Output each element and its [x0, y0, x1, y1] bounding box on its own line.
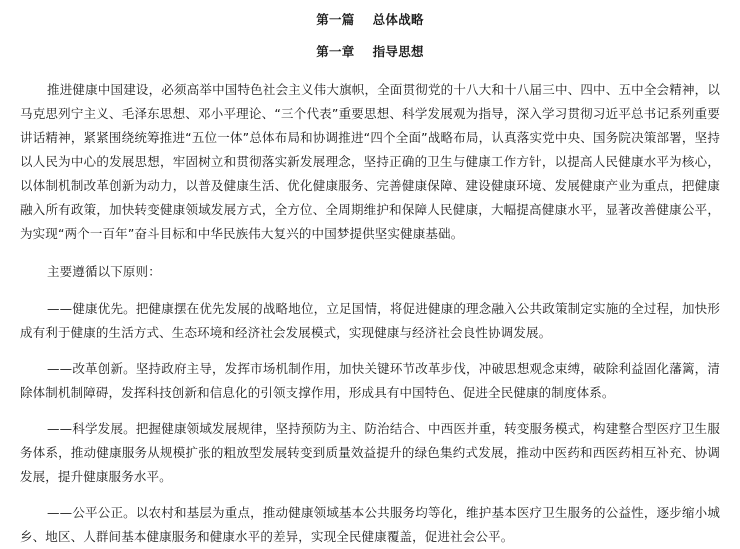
principle-reform-innovation: ——改革创新。坚持政府主导，发挥市场机制作用，加快关键环节改革步伐，冲破思想观念束缚，破除利益固化藩篱，清除体制机制障碍，发挥科技创新和信息化的引领支撑作用，形成具有中国特色、促进全民健康的制度体系。 — [20, 361, 720, 400]
principle-fairness-justice: ——公平公正。以农村和基层为重点，推动健康领域基本公共服务均等化，维护基本医疗卫生服务的公益性，逐步缩小城乡、地区、人群间基本健康服务和健康水平的差异，实现全民健康覆盖，促进社会公平。 — [20, 505, 720, 544]
part-heading — [20, 10, 720, 30]
chapter-heading — [20, 42, 720, 62]
part-title: 总体战略 — [372, 12, 424, 27]
principles-lead: 主要遵循以下原则： — [47, 264, 161, 279]
principle-health-priority: ——健康优先。把健康摆在优先发展的战略地位，立足国情，将促进健康的理念融入公共政策制定实施的全过程，加快形成有利于健康的生活方式、生态环境和经济社会发展模式，实现健康与经济社会良性协调发展。 — [20, 301, 720, 340]
principle-scientific-development: ——科学发展。把握健康领域发展规律，坚持预防为主、防治结合、中西医并重，转变服务模式，构建整合型医疗卫生服务体系，推动健康服务从规模扩张的粗放型发展转变到质量效益提升的绿色集约式发展，推动中医药和西医药相互补充、协调发展，提升健康服务水平。 — [20, 421, 720, 484]
part-number: 第一篇 — [316, 12, 355, 27]
chapter-number: 第一章 — [316, 44, 355, 59]
intro-paragraph: 推进健康中国建设，必须高举中国特色社会主义伟大旗帜，全面贯彻党的十八大和十八届三中、四中、五中全会精神，以马克思列宁主义、毛泽东思想、邓小平理论、“三个代表”重要思想、科学发展观为指导，深入学习贯彻习近平总书记系列重要讲话精神，紧紧围绕统筹推进“五位一体”总体布局和协调推进“四个全面”战略布局，认真落实党中央、国务院决策部署，坚持以人民为中心的发展思想，牢固树立和贯彻落实新发展理念，坚持正确的卫生与健康工作方针，以提高人民健康水平为核心，以体制机制改革创新为动力，以普及健康生活、优化健康服务、完善健康保障、建设健康环境、发展健康产业为重点，把健康融入所有政策，加快转变健康领域发展方式，全方位、全周期维护和保障人民健康，大幅提高健康水平，显著改善健康公平，为实现“两个一百年”奋斗目标和中华民族伟大复兴的中国梦提供坚实健康基础。 — [20, 82, 720, 241]
chapter-title: 指导思想 — [372, 44, 424, 59]
